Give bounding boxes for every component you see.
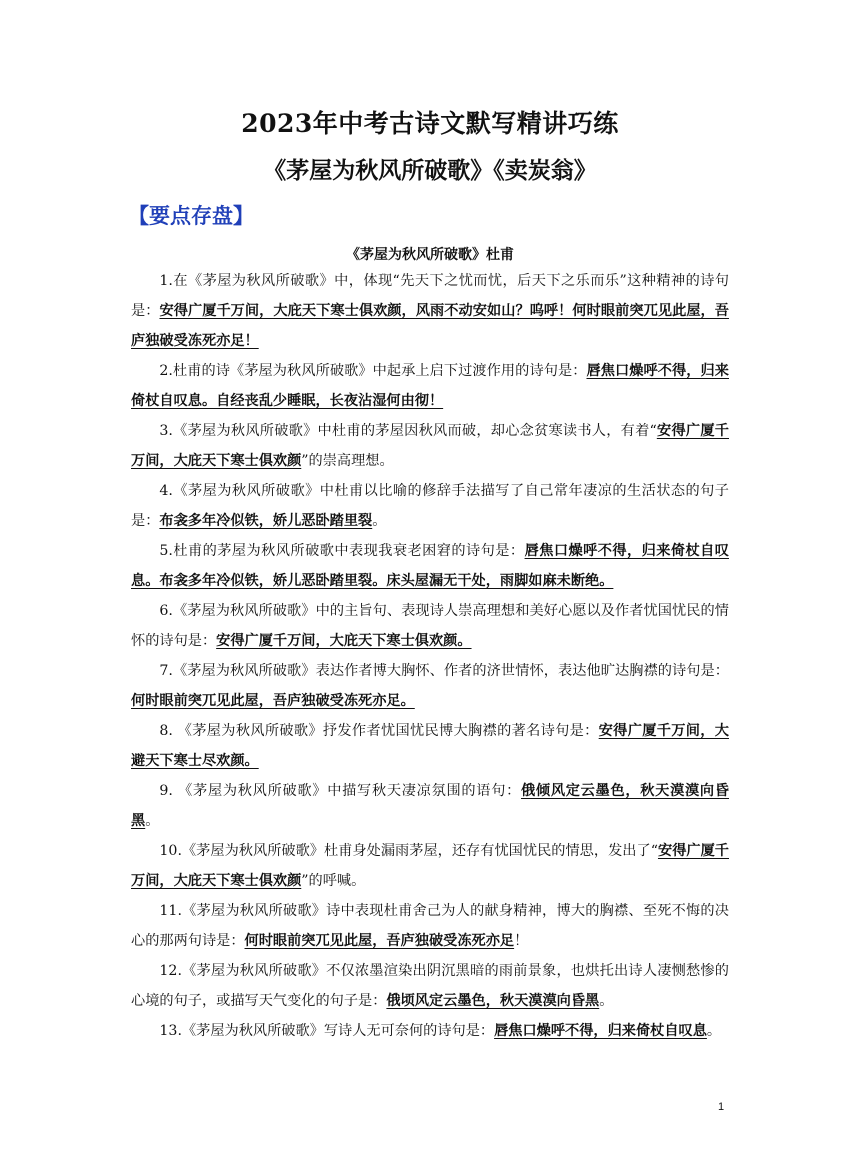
- answer-text: 何时眼前突兀见此屋，吾庐独破受冻死亦足。: [131, 693, 415, 709]
- section-heading: 【要点存盘】: [128, 204, 254, 228]
- answer-text: 何时眼前突兀见此屋，吾庐独破受冻死亦足: [244, 933, 515, 949]
- page-subtitle: 《茅屋为秋风所破歌》《卖炭翁》: [263, 157, 597, 184]
- question-text: 9. 《茅屋为秋风所破歌》中描写秋天凄凉氛围的语句：: [159, 783, 522, 799]
- answer-text: 唇焦口燥呼不得，归来倚杖自叹息: [494, 1023, 707, 1039]
- question-text: 5.杜甫的茅屋为秋风所破歌中表现我衰老困窘的诗句是：: [159, 543, 525, 559]
- question-text: 12.《茅屋为秋风所破歌》不仅浓墨渲染出阴沉黑暗的雨前景象，也烘托出诗人凄恻愁惨的心境的句子，或描写天气变化的句子是：: [131, 963, 729, 1009]
- question-item: [131, 956, 729, 1016]
- question-tail: ”的呼喊。: [301, 873, 366, 889]
- question-item: [131, 266, 729, 356]
- question-item: [131, 896, 729, 956]
- answer-text: 唇焦口燥呼不得，归来倚杖自叹息。自经丧乱少睡眠，长夜沾湿何由彻！: [131, 363, 729, 409]
- poem-heading: 《茅屋为秋风所破歌》杜甫: [346, 247, 514, 263]
- question-tail: ”的崇高理想。: [301, 453, 394, 469]
- question-item: [131, 716, 729, 776]
- question-text: 6.《茅屋为秋风所破歌》中的主旨句、表现诗人崇高理想和美好心愿以及作者忧国忧民的情怀的诗句是：: [131, 603, 729, 649]
- question-tail: 。: [706, 1023, 722, 1039]
- answer-text: 安得广厦千万间，大庇天下寒士俱欢颜: [131, 423, 729, 469]
- answer-text: 安得广厦千万间，大避天下寒士尽欢颜。: [131, 723, 729, 769]
- answer-text: 唇焦口燥呼不得，归来倚杖自叹息。布衾多年冷似铁，娇儿恶卧踏里裂。床头屋漏无干处，雨脚如麻未断绝。: [131, 543, 729, 589]
- question-text: 13.《茅屋为秋风所破歌》写诗人无可奈何的诗句是：: [159, 1023, 495, 1039]
- question-item: [131, 836, 729, 896]
- answer-text: 安得广厦千万间，大庇天下寒士俱欢颜: [131, 843, 729, 889]
- answer-text: 俄倾风定云墨色，秋天漠漠向昏黑: [131, 783, 729, 829]
- page-title: 2023年中考古诗文默写精讲巧练: [241, 109, 619, 138]
- question-item: [131, 656, 729, 716]
- question-tail: 。: [599, 993, 614, 1009]
- question-tail: 。: [145, 813, 160, 829]
- answer-text: 俄顷风定云墨色，秋天漠漠向昏黑: [386, 993, 600, 1009]
- question-item: [131, 776, 729, 836]
- question-item: [131, 1016, 729, 1046]
- question-item: [131, 536, 729, 596]
- question-text: 1.在《茅屋为秋风所破歌》中，体现“先天下之忧而忧，后天下之乐而乐”这种精神的诗句是：: [131, 273, 729, 319]
- question-item: [131, 476, 729, 536]
- question-list: [131, 266, 729, 1046]
- answer-text: 安得广厦千万间，大庇天下寒士俱欢颜，风雨不动安如山？呜呼！何时眼前突兀见此屋，吾庐独破受冻死亦足！: [131, 303, 729, 349]
- question-text: 8. 《茅屋为秋风所破歌》抒发作者忧国忧民博大胸襟的著名诗句是：: [159, 723, 599, 739]
- question-item: [131, 596, 729, 656]
- question-text: 4.《茅屋为秋风所破歌》中杜甫以比喻的修辞手法描写了自己常年凄凉的生活状态的句子是：: [131, 483, 729, 529]
- question-text: 2.杜甫的诗《茅屋为秋风所破歌》中起承上启下过渡作用的诗句是：: [159, 363, 587, 379]
- question-text: 3.《茅屋为秋风所破歌》中杜甫的茅屋因秋风而破，却心念贫寒读书人，有着“: [159, 423, 657, 439]
- question-tail: 。: [372, 513, 387, 529]
- question-item: [131, 416, 729, 476]
- page-number: 1: [718, 1101, 725, 1113]
- question-text: 11.《茅屋为秋风所破歌》诗中表现杜甫舍己为人的献身精神，博大的胸襟、至死不悔的决心的那两句诗是：: [131, 903, 729, 949]
- question-text: 7.《茅屋为秋风所破歌》表达作者博大胸怀、作者的济世情怀，表达他旷达胸襟的诗句是：: [159, 663, 729, 679]
- question-item: [131, 356, 729, 416]
- question-tail: ！: [514, 933, 529, 949]
- question-text: 10.《茅屋为秋风所破歌》杜甫身处漏雨茅屋，还存有忧国忧民的情思，发出了“: [159, 843, 658, 859]
- answer-text: 布衾多年冷似铁，娇儿恶卧踏里裂: [159, 513, 373, 529]
- answer-text: 安得广厦千万间，大庇天下寒士俱欢颜。: [216, 633, 472, 649]
